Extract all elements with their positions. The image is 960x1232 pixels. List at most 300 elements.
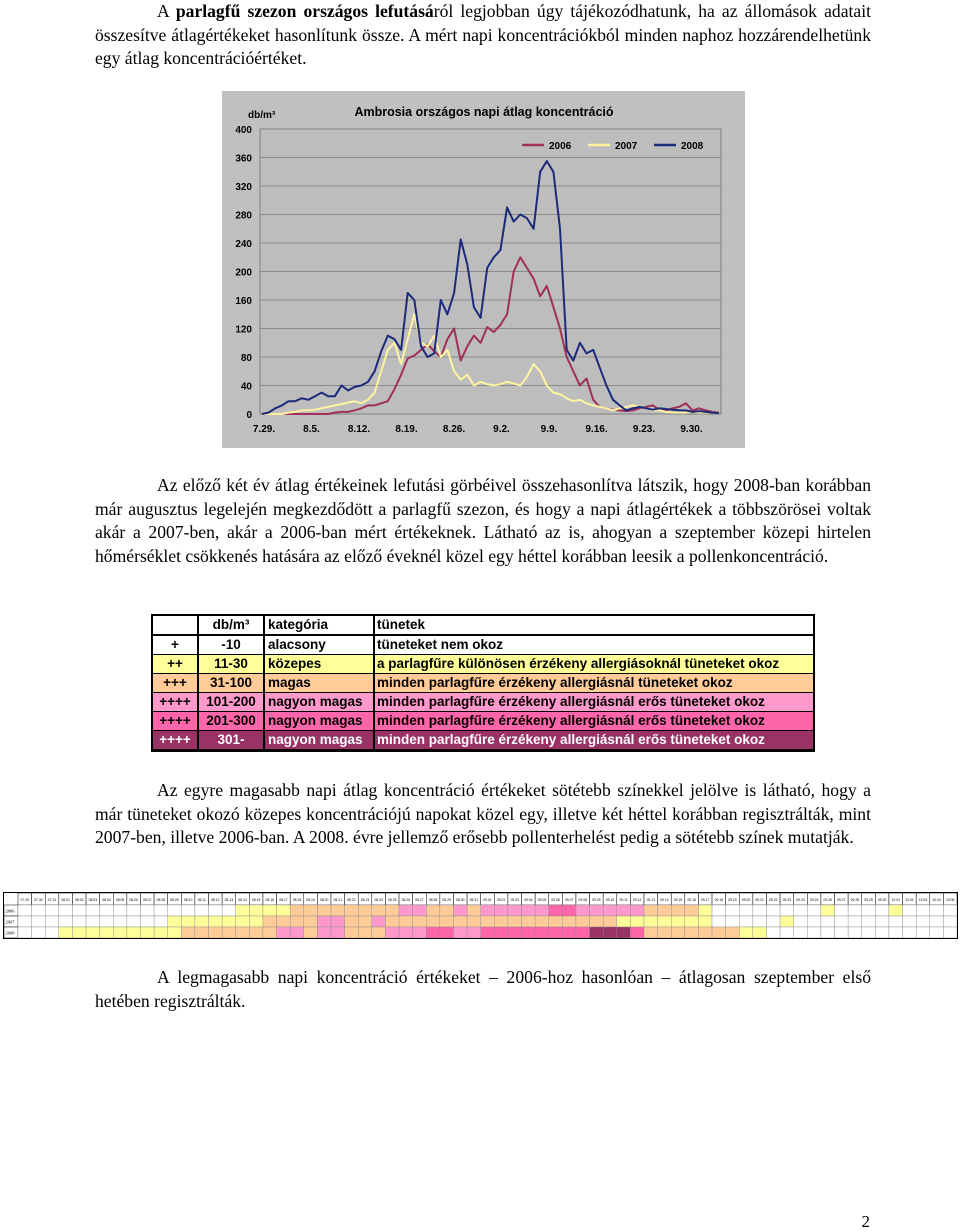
- day-cell: [698, 916, 712, 927]
- date-label: 08.07: [143, 898, 152, 902]
- day-cell: [726, 905, 740, 916]
- mark-cell: ++++: [153, 712, 197, 730]
- day-cell: [467, 916, 481, 927]
- day-cell: [154, 927, 168, 938]
- day-cell: [590, 927, 604, 938]
- day-cell: [835, 916, 849, 927]
- day-cell: [440, 916, 454, 927]
- day-cell: [889, 927, 903, 938]
- day-cell: [930, 927, 944, 938]
- day-cell: [140, 905, 154, 916]
- day-cell: [508, 927, 522, 938]
- day-cell: [236, 905, 250, 916]
- date-label: 07.30: [34, 898, 43, 902]
- day-cell: [698, 927, 712, 938]
- day-cell: [930, 916, 944, 927]
- day-cell: [603, 916, 617, 927]
- chart-title: Ambrosia országos napi átlag koncentráció: [354, 105, 614, 119]
- day-cell: [100, 916, 114, 927]
- day-cell: [794, 916, 808, 927]
- day-cell: [249, 905, 263, 916]
- day-cell: [780, 927, 794, 938]
- date-label: 10.04: [932, 898, 941, 902]
- day-cell: [263, 927, 277, 938]
- day-cell: [617, 905, 631, 916]
- date-label: 08.05: [115, 898, 125, 902]
- date-label: 09.03: [510, 898, 519, 902]
- day-cell: [181, 927, 195, 938]
- day-cell: [685, 927, 699, 938]
- day-cell: [277, 927, 291, 938]
- date-label: 09.20: [741, 898, 751, 902]
- date-label: 09.16: [687, 898, 696, 902]
- day-cell: [549, 927, 563, 938]
- ambrosia-chart: [222, 91, 745, 448]
- day-cell: [413, 916, 427, 927]
- day-cell: [739, 927, 753, 938]
- date-label: 09.21: [755, 898, 764, 902]
- x-tick-label: 9.16.: [585, 424, 608, 435]
- symptom-cell: tünetek: [375, 616, 813, 634]
- day-cell: [290, 927, 304, 938]
- day-cell: [698, 905, 712, 916]
- day-cell: [399, 905, 413, 916]
- category-cell: kategória: [265, 616, 373, 634]
- day-cell: [453, 916, 467, 927]
- day-cell: [181, 916, 195, 927]
- day-cell: [535, 916, 549, 927]
- day-cell: [304, 916, 318, 927]
- date-label: 08.13: [224, 898, 234, 902]
- day-cell: [358, 905, 372, 916]
- year-label: 2008: [5, 930, 15, 936]
- date-label: 08.16: [265, 898, 275, 902]
- symptom-cell: a parlagfűre különösen érzékeny allergiásoknál tüneteket okoz: [375, 655, 813, 673]
- range-cell: 11-30: [199, 655, 263, 673]
- date-label: 08.02: [74, 898, 84, 902]
- day-cell: [943, 905, 957, 916]
- category-cell: nagyon magas: [265, 712, 373, 730]
- day-cell: [916, 927, 930, 938]
- date-label: 09.29: [864, 898, 873, 902]
- date-label: 09.19: [728, 898, 737, 902]
- legend-label-2008: 2008: [681, 141, 704, 152]
- y-tick-label: 280: [235, 210, 252, 222]
- day-cell: [168, 927, 182, 938]
- day-cell: [236, 916, 250, 927]
- symptom-cell: tüneteket nem okoz: [375, 636, 813, 654]
- day-cell: [86, 916, 100, 927]
- day-cell: [413, 927, 427, 938]
- page-number: 2: [861, 1212, 870, 1231]
- day-cell: [100, 927, 114, 938]
- day-cell: [127, 927, 141, 938]
- day-cell: [467, 905, 481, 916]
- y-tick-label: 200: [235, 267, 252, 279]
- day-cell: [331, 927, 345, 938]
- day-cell: [304, 905, 318, 916]
- day-cell: [440, 927, 454, 938]
- day-cell: [113, 927, 127, 938]
- x-tick-label: 8.19.: [395, 424, 418, 435]
- day-cell: [821, 916, 835, 927]
- day-cell: [372, 927, 386, 938]
- y-tick-label: 80: [240, 353, 252, 364]
- day-cell: [317, 905, 331, 916]
- day-cell: [862, 927, 876, 938]
- mark-cell: ++++: [153, 731, 197, 749]
- day-cell: [590, 916, 604, 927]
- date-label: 09.26: [823, 898, 832, 902]
- day-cell: [32, 916, 46, 927]
- day-cell: [18, 905, 32, 916]
- mark-cell: ++++: [153, 693, 197, 711]
- day-cell: [644, 927, 658, 938]
- peak-paragraph: [95, 966, 871, 1013]
- day-cell: [780, 916, 794, 927]
- day-cell: [59, 916, 73, 927]
- date-label: 08.22: [347, 898, 356, 902]
- range-cell: 301-: [199, 731, 263, 749]
- day-cell: [249, 916, 263, 927]
- day-cell: [943, 927, 957, 938]
- date-label: 08.12: [211, 898, 220, 902]
- day-cell: [848, 916, 862, 927]
- day-cell: [481, 916, 495, 927]
- day-cell: [617, 927, 631, 938]
- day-cell: [726, 916, 740, 927]
- day-cell: [794, 927, 808, 938]
- date-label: 09.09: [592, 898, 601, 902]
- day-cell: [766, 927, 780, 938]
- date-label: 08.08: [156, 898, 166, 902]
- day-cell: [766, 905, 780, 916]
- day-cell: [113, 905, 127, 916]
- date-label: 08.10: [183, 898, 193, 902]
- date-label: 08.11: [197, 898, 206, 902]
- day-cell: [18, 916, 32, 927]
- legend-label-2007: 2007: [615, 141, 638, 152]
- day-cell: [821, 905, 835, 916]
- day-cell: [671, 916, 685, 927]
- day-cell: [630, 927, 644, 938]
- symptom-cell: minden parlagfűre érzékeny allergiásnál erős tüneteket okoz: [375, 712, 813, 730]
- day-cell: [127, 916, 141, 927]
- date-label: 08.28: [428, 898, 438, 902]
- date-label: 09.14: [660, 898, 669, 902]
- day-cell: [331, 905, 345, 916]
- day-cell: [522, 916, 536, 927]
- peak-text: A legmagasabb napi koncentráció értékeket – 2006-hoz hasonlóan – átlagosan szeptember első hetében regisztrálták.: [95, 967, 871, 1011]
- day-cell: [45, 927, 59, 938]
- day-cell: [290, 916, 304, 927]
- day-cell: [807, 905, 821, 916]
- day-cell: [494, 916, 508, 927]
- calendar-svg: [4, 893, 957, 938]
- day-cell: [535, 905, 549, 916]
- day-cell: [821, 927, 835, 938]
- day-cell: [481, 927, 495, 938]
- date-label: 08.21: [333, 898, 343, 902]
- day-cell: [59, 905, 73, 916]
- category-cell: magas: [265, 674, 373, 692]
- mark-cell: +++: [153, 674, 197, 692]
- day-cell: [576, 905, 590, 916]
- x-tick-label: 9.2.: [493, 424, 510, 435]
- day-cell: [154, 916, 168, 927]
- date-label: 08.04: [102, 898, 111, 902]
- day-cell: [249, 927, 263, 938]
- date-label: 08.24: [374, 898, 383, 902]
- date-label: 07.31: [47, 898, 57, 902]
- date-label: 08.31: [469, 898, 479, 902]
- day-cell: [72, 916, 86, 927]
- day-cell: [86, 927, 100, 938]
- day-cell: [835, 927, 849, 938]
- day-cell: [317, 927, 331, 938]
- day-cell: [236, 927, 250, 938]
- day-cell: [290, 905, 304, 916]
- day-cell: [440, 905, 454, 916]
- date-label: 08.20: [319, 898, 329, 902]
- mark-cell: ++: [153, 655, 197, 673]
- x-tick-label: 8.12.: [347, 424, 371, 435]
- day-cell: [712, 905, 726, 916]
- date-label: 09.05: [537, 898, 547, 902]
- day-cell: [848, 905, 862, 916]
- date-label: 09.02: [496, 898, 506, 902]
- date-label: 09.08: [578, 898, 588, 902]
- day-cell: [590, 905, 604, 916]
- x-tick-label: 7.29.: [252, 424, 276, 435]
- day-cell: [426, 916, 440, 927]
- day-cell: [875, 916, 889, 927]
- day-cell: [535, 927, 549, 938]
- y-tick-label: 0: [246, 410, 252, 421]
- day-cell: [317, 916, 331, 927]
- day-cell: [930, 905, 944, 916]
- y-tick-label: 240: [235, 239, 252, 250]
- day-cell: [413, 905, 427, 916]
- mark-cell: [153, 616, 197, 634]
- date-label: 10.02: [905, 898, 914, 902]
- day-cell: [181, 905, 195, 916]
- day-cell: [372, 905, 386, 916]
- category-cell: alacsony: [265, 636, 373, 654]
- day-cell: [617, 916, 631, 927]
- date-label: 09.28: [850, 898, 860, 902]
- comparison-paragraph: [95, 474, 871, 568]
- x-tick-label: 8.5.: [303, 424, 320, 435]
- x-tick-label: 8.26.: [442, 424, 466, 435]
- date-label: 09.25: [809, 898, 819, 902]
- range-cell: 31-100: [199, 674, 263, 692]
- day-cell: [72, 905, 86, 916]
- day-cell: [453, 927, 467, 938]
- day-cell: [780, 905, 794, 916]
- year-label: 2006: [5, 908, 15, 914]
- date-label: 08.26: [401, 898, 411, 902]
- day-cell: [331, 916, 345, 927]
- day-cell: [835, 905, 849, 916]
- day-cell: [875, 927, 889, 938]
- date-label: 08.29: [442, 898, 451, 902]
- day-cell: [671, 905, 685, 916]
- day-cell: [263, 905, 277, 916]
- date-label: 08.19: [306, 898, 315, 902]
- x-tick-label: 9.30.: [680, 424, 703, 435]
- date-label: 09.24: [796, 898, 805, 902]
- date-label: 09.11: [619, 898, 628, 902]
- day-cell: [453, 905, 467, 916]
- day-cell: [603, 927, 617, 938]
- day-cell: [385, 916, 399, 927]
- day-cell: [45, 916, 59, 927]
- symptom-cell: minden parlagfűre érzékeny allergiásnál tüneteket okoz: [375, 674, 813, 692]
- day-cell: [195, 916, 209, 927]
- day-cell: [549, 905, 563, 916]
- range-cell: db/m³: [199, 616, 263, 634]
- date-label: 08.06: [129, 898, 138, 902]
- date-label: 09.15: [673, 898, 683, 902]
- day-cell: [712, 927, 726, 938]
- day-cell: [726, 927, 740, 938]
- day-cell: [644, 905, 658, 916]
- day-cell: [903, 905, 917, 916]
- date-label: 09.30: [877, 898, 887, 902]
- day-cell: [576, 927, 590, 938]
- day-cell: [644, 916, 658, 927]
- day-cell: [195, 905, 209, 916]
- day-cell: [889, 905, 903, 916]
- day-cell: [658, 916, 672, 927]
- category-table: [151, 614, 815, 752]
- day-cell: [658, 927, 672, 938]
- symptom-cell: minden parlagfűre érzékeny allergiásnál erős tüneteket okoz: [375, 731, 813, 749]
- date-label: 09.06: [551, 898, 560, 902]
- category-cell: nagyon magas: [265, 731, 373, 749]
- day-cell: [358, 916, 372, 927]
- date-label: 08.27: [415, 898, 424, 902]
- date-label: 10.01: [891, 898, 901, 902]
- mark-cell: +: [153, 636, 197, 654]
- color-paragraph: [95, 779, 871, 850]
- day-cell: [18, 927, 32, 938]
- day-cell: [345, 927, 359, 938]
- day-cell: [426, 905, 440, 916]
- day-cell: [508, 916, 522, 927]
- day-cell: [753, 927, 767, 938]
- date-label: 10.05: [945, 898, 955, 902]
- y-tick-label: 400: [235, 125, 252, 136]
- day-cell: [209, 916, 223, 927]
- day-cell: [562, 916, 576, 927]
- date-label: 09.18: [714, 898, 724, 902]
- day-cell: [72, 927, 86, 938]
- day-cell: [168, 905, 182, 916]
- day-cell: [467, 927, 481, 938]
- y-tick-label: 320: [235, 182, 252, 193]
- date-label: 08.17: [279, 898, 288, 902]
- day-cell: [753, 916, 767, 927]
- y-tick-label: 360: [235, 153, 252, 165]
- day-cell: [753, 905, 767, 916]
- day-cell: [862, 916, 876, 927]
- day-cell: [903, 927, 917, 938]
- day-cell: [426, 927, 440, 938]
- day-cell: [59, 927, 73, 938]
- color-text: Az egyre magasabb napi átlag koncentráció értékeket sötétebb színekkel jelölve is látható, hogy a már tüneteket okozó közepes koncentrációjú napokat közel egy, illetve két héttel korábban regisztrálták, mint 2007-ben, illetve 2006-ban. A 2008. évre jellemző erősebb pollenterhelést pedig a sötétebb színek mutatják.: [95, 780, 871, 847]
- day-cell: [399, 916, 413, 927]
- day-cell: [32, 927, 46, 938]
- date-label: 08.23: [360, 898, 370, 902]
- y-tick-label: 120: [235, 324, 252, 336]
- day-cell: [154, 905, 168, 916]
- day-cell: [222, 905, 236, 916]
- category-cell: nagyon magas: [265, 693, 373, 711]
- day-cell: [562, 905, 576, 916]
- daily-calendar-table: [3, 892, 958, 939]
- day-cell: [685, 916, 699, 927]
- chart-svg: [222, 91, 745, 448]
- date-label: 09.01: [483, 898, 492, 902]
- date-label: 09.13: [646, 898, 656, 902]
- day-cell: [671, 927, 685, 938]
- day-cell: [916, 905, 930, 916]
- date-label: 08.25: [387, 898, 397, 902]
- day-cell: [943, 916, 957, 927]
- intro-paragraph: [95, 0, 871, 71]
- day-cell: [658, 905, 672, 916]
- day-cell: [140, 916, 154, 927]
- day-cell: [522, 927, 536, 938]
- day-cell: [32, 905, 46, 916]
- date-label: 09.04: [524, 898, 533, 902]
- date-label: 08.15: [251, 898, 261, 902]
- day-cell: [807, 916, 821, 927]
- date-label: 08.09: [170, 898, 179, 902]
- date-label: 08.03: [88, 898, 98, 902]
- date-label: 09.07: [564, 898, 574, 902]
- category-cell: közepes: [265, 655, 373, 673]
- day-cell: [168, 916, 182, 927]
- date-label: 08.30: [456, 898, 465, 902]
- day-cell: [603, 905, 617, 916]
- date-label: 10.03: [918, 898, 928, 902]
- range-cell: -10: [199, 636, 263, 654]
- day-cell: [222, 916, 236, 927]
- day-cell: [794, 905, 808, 916]
- date-label: 08.01: [61, 898, 70, 902]
- day-cell: [739, 916, 753, 927]
- day-cell: [685, 905, 699, 916]
- date-label: 08.18: [292, 898, 302, 902]
- x-tick-label: 9.23.: [632, 424, 656, 435]
- day-cell: [399, 927, 413, 938]
- day-cell: [86, 905, 100, 916]
- date-label: 09.27: [837, 898, 846, 902]
- day-cell: [848, 927, 862, 938]
- day-cell: [358, 927, 372, 938]
- day-cell: [127, 905, 141, 916]
- day-cell: [222, 927, 236, 938]
- day-cell: [630, 905, 644, 916]
- day-cell: [195, 927, 209, 938]
- day-cell: [385, 905, 399, 916]
- day-cell: [739, 905, 753, 916]
- day-cell: [481, 905, 495, 916]
- day-cell: [862, 905, 876, 916]
